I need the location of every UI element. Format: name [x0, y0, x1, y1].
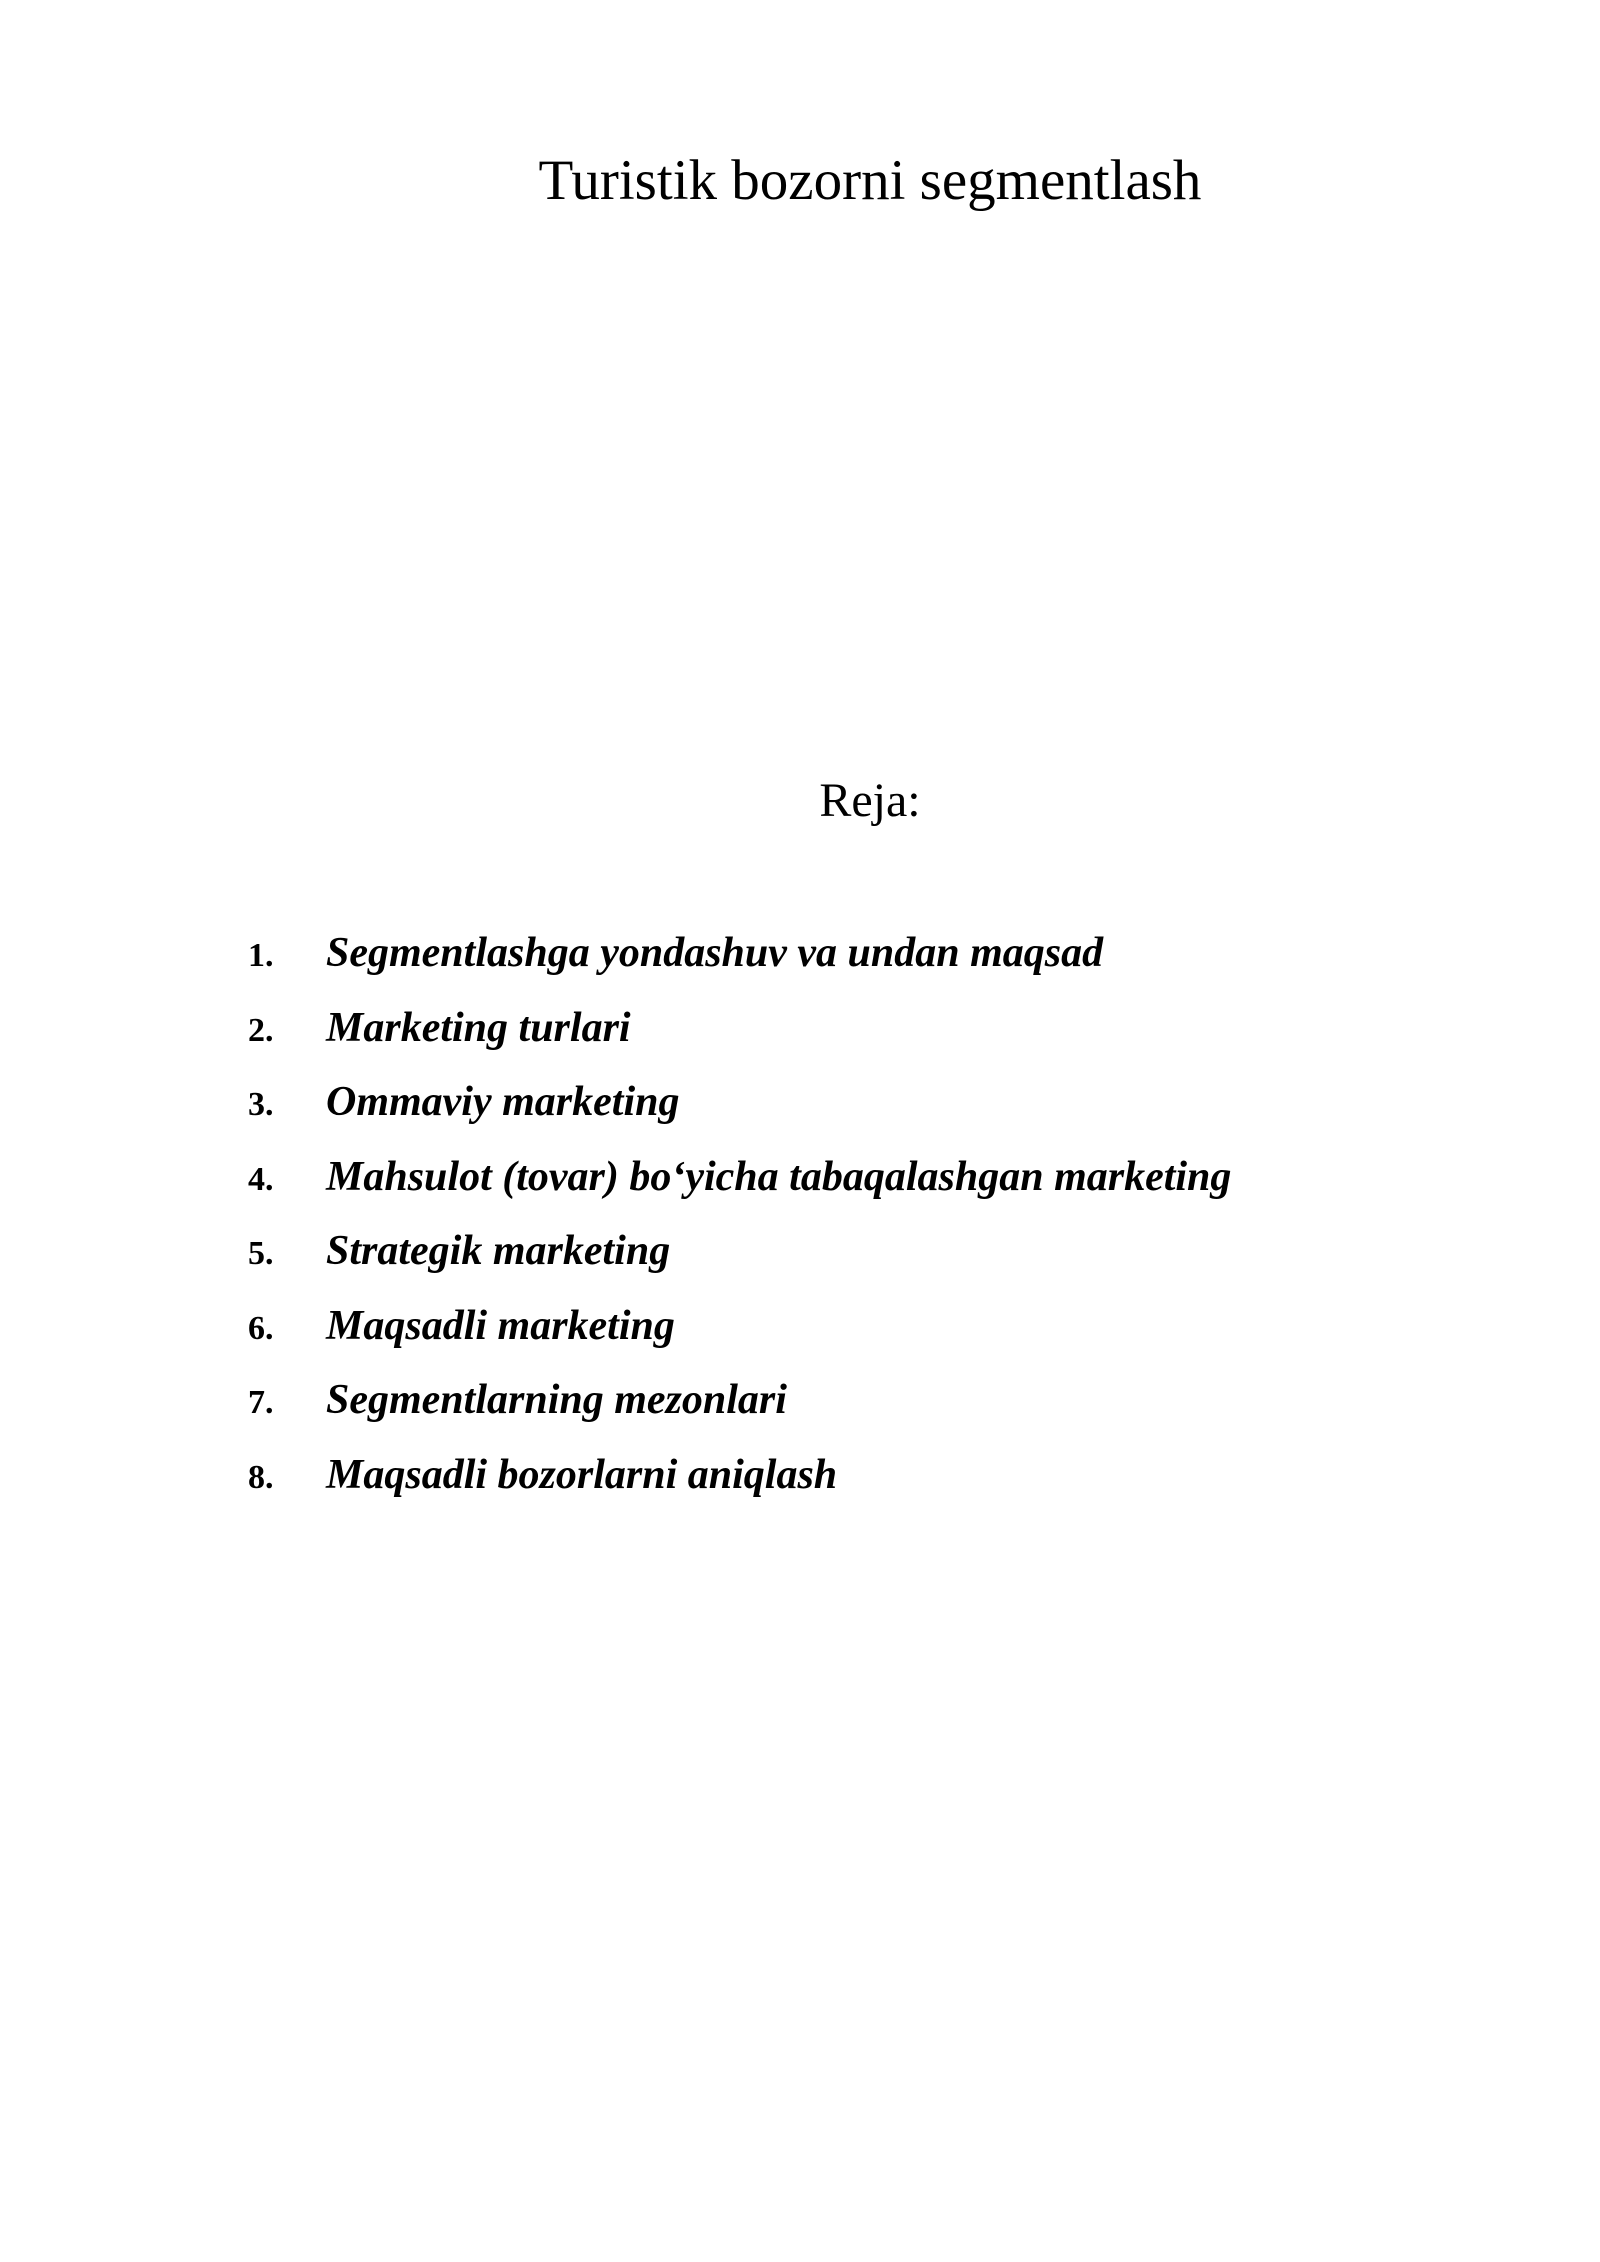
- plan-item-text: Segmentlarning mezonlari: [326, 1377, 787, 1423]
- plan-item-text: Segmentlashga yondashuv va undan maqsad: [326, 930, 1104, 976]
- plan-item-1: [248, 925, 1448, 1000]
- plan-item-7: [248, 1372, 1448, 1447]
- plan-list: [248, 925, 1448, 1521]
- plan-item-4: [248, 1149, 1448, 1224]
- plan-item-number: 8.: [248, 1458, 274, 1496]
- plan-item-text: Maqsadli marketing: [326, 1302, 675, 1349]
- plan-heading: Reja:: [819, 774, 921, 827]
- plan-item-text: Mahsulot (tovar) bo‘yicha tabaqalashgan marketing: [326, 1153, 1232, 1200]
- document-title: Turistik bozorni segmentlash: [538, 149, 1202, 212]
- plan-item-number: 7.: [248, 1384, 274, 1421]
- plan-item-text: Maqsadli bozorlarni aniqlash: [326, 1451, 838, 1498]
- plan-item-text: Ommaviy marketing: [326, 1079, 680, 1125]
- plan-item-number: 1.: [248, 937, 274, 974]
- plan-item-2: [248, 1000, 1448, 1075]
- plan-item-8: [248, 1447, 1448, 1522]
- plan-item-number: 6.: [248, 1309, 274, 1347]
- plan-item-text: Strategik marketing: [326, 1228, 671, 1274]
- plan-item-5: [248, 1223, 1448, 1298]
- plan-item-number: 2.: [248, 1011, 274, 1049]
- plan-item-text: Marketing turlari: [326, 1004, 631, 1051]
- plan-item-number: 5.: [248, 1235, 274, 1272]
- plan-item-number: 3.: [248, 1086, 274, 1123]
- plan-item-3: [248, 1074, 1448, 1149]
- plan-item-6: [248, 1298, 1448, 1373]
- plan-item-number: 4.: [248, 1160, 274, 1198]
